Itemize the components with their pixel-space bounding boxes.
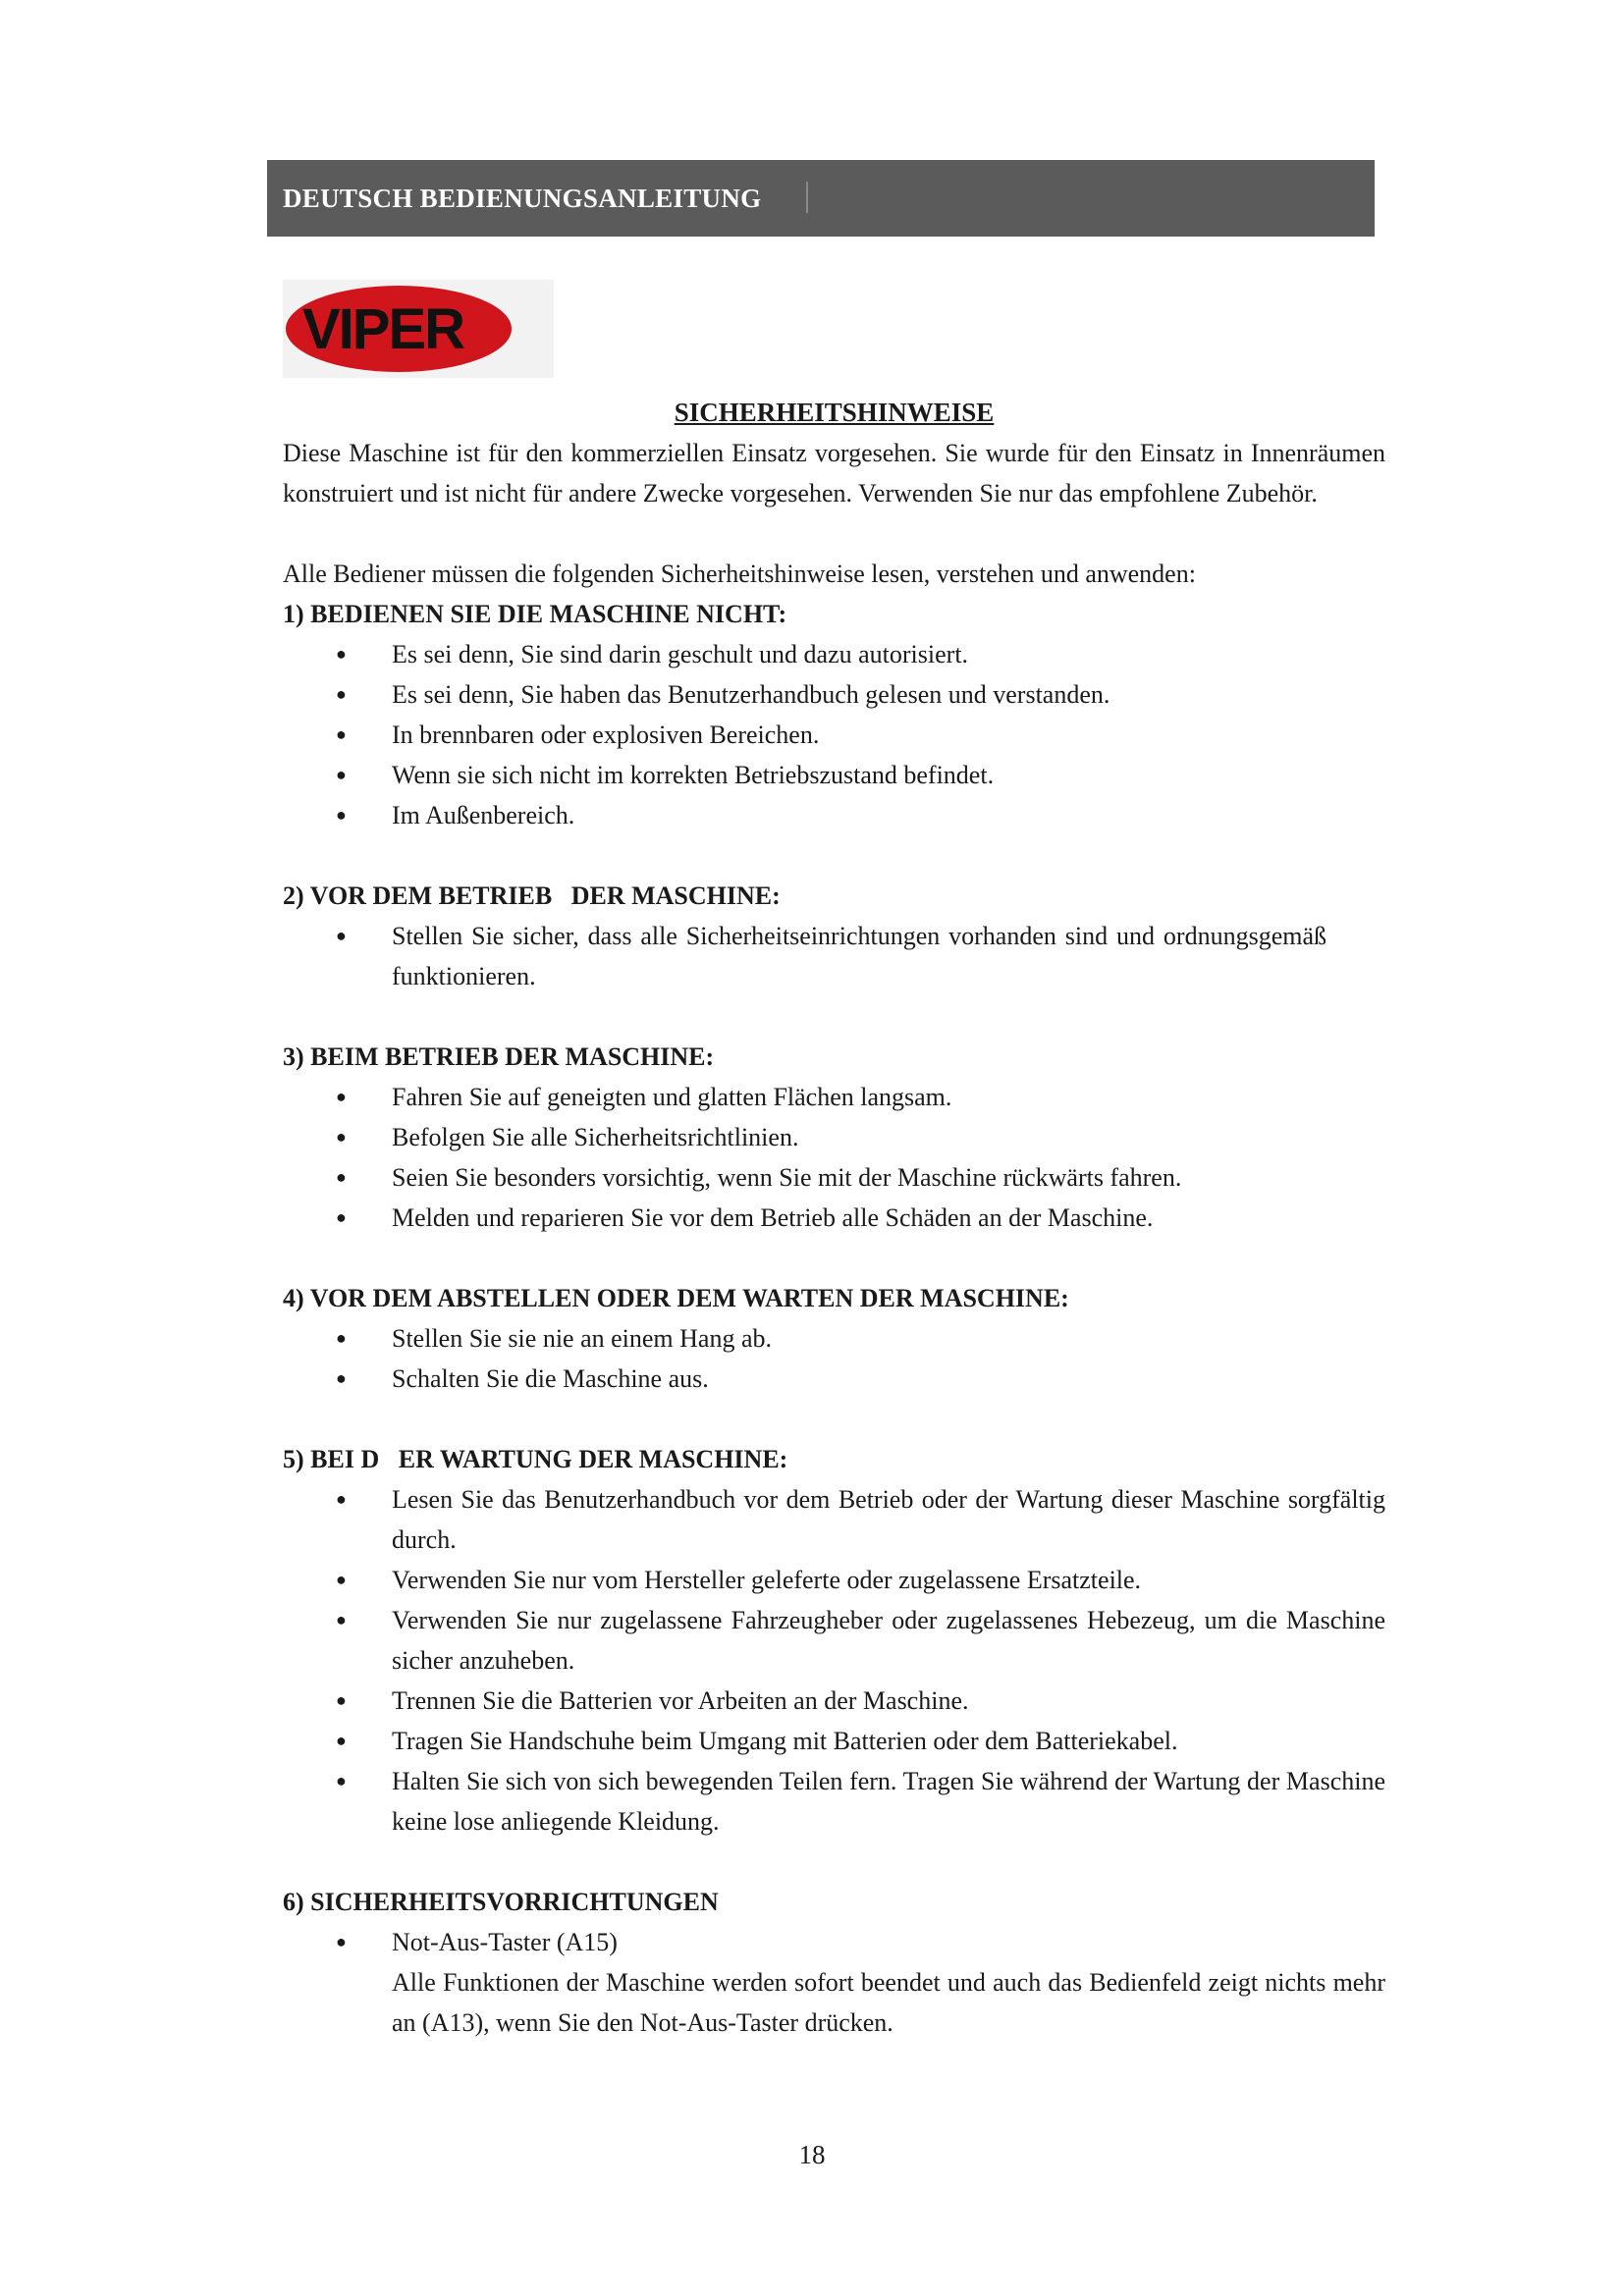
section-heading: 4) VOR DEM ABSTELLEN ODER DEM WARTEN DER MASCHINE: <box>283 1284 1069 1312</box>
bullet-list <box>283 1077 1385 1238</box>
section-heading: 1) BEDIENEN SIE DIE MASCHINE NICHT: <box>283 600 787 628</box>
bullet-list <box>283 634 1385 835</box>
list-item-label: Not-Aus-Taster (A15) <box>392 1928 618 1956</box>
list-item-description: Alle Funktionen der Maschine werden sofort beendet und auch das Bedienfeld zeigt nichts mehr an (A13), wenn Sie den Not-Aus-Taster drücken. <box>392 1968 1385 2037</box>
section-heading: 6) SICHERHEITSVORRICHTUNGEN <box>283 1888 719 1916</box>
list-item: ● Wenn sie sich nicht im korrekten Betriebszustand befindet. <box>283 755 1385 795</box>
viper-logo <box>283 280 554 378</box>
section-heading: 3) BEIM BETRIEB DER MASCHINE: <box>283 1042 715 1071</box>
list-item: ● Verwenden Sie nur zugelassene Fahrzeugheber oder zugelassenes Hebezeug, um die Maschine sicher anzuheben. <box>283 1600 1385 1681</box>
section-5 <box>283 1439 1385 1842</box>
page-number: 18 <box>798 2140 826 2169</box>
logo-text: VIPER <box>302 297 464 361</box>
bullet-list <box>283 1318 1385 1399</box>
list-item: ● Melden und reparieren Sie vor dem Betrieb alle Schäden an der Maschine. <box>283 1198 1385 1238</box>
list-item: ● Schalten Sie die Maschine aus. <box>283 1359 1385 1399</box>
document-body <box>283 393 1385 2043</box>
section-heading: 5) BEI D ER WARTUNG DER MASCHINE: <box>283 1445 788 1473</box>
header-title: DEUTSCH BEDIENUNGSANLEITUNG <box>283 184 762 213</box>
intro-paragraph: Diese Maschine ist für den kommerziellen Einsatz vorgesehen. Sie wurde für den Einsatz in Innenräumen konstruiert und ist nicht für andere Zwecke vorgesehen. Verwenden Sie nur das empfohlene Zubehör. <box>283 439 1385 507</box>
list-item: ● Lesen Sie das Benutzerhandbuch vor dem Betrieb oder der Wartung dieser Maschine sorgfältig durch. <box>283 1479 1385 1560</box>
list-item: ● Tragen Sie Handschuhe beim Umgang mit Batterien oder dem Batteriekabel. <box>283 1721 1385 1761</box>
list-item: ● Stellen Sie sicher, dass alle Sicherheitseinrichtungen vorhanden sind und ordnungsgemäß funktionieren. <box>283 916 1385 996</box>
bullet-list <box>283 916 1385 996</box>
list-item: ● Es sei denn, Sie haben das Benutzerhandbuch gelesen und verstanden. <box>283 674 1385 715</box>
header-separator <box>806 182 808 213</box>
list-item: ● Verwenden Sie nur vom Hersteller geleferte oder zugelassene Ersatzteile. <box>283 1560 1385 1600</box>
section-3 <box>283 1037 1385 1238</box>
list-item: ● Stellen Sie sie nie an einem Hang ab. <box>283 1318 1385 1359</box>
list-item: ● Seien Sie besonders vorsichtig, wenn Sie mit der Maschine rückwärts fahren. <box>283 1157 1385 1198</box>
section-2 <box>283 876 1385 996</box>
bullet-list <box>283 1922 1385 2043</box>
list-item: ● Im Außenbereich. <box>283 795 1385 835</box>
section-6 <box>283 1882 1385 2043</box>
list-item: ● Es sei denn, Sie sind darin geschult und dazu autorisiert. <box>283 634 1385 674</box>
header-bar <box>267 160 1375 237</box>
bullet-list <box>283 1479 1385 1842</box>
list-item: ● In brennbaren oder explosiven Bereichen. <box>283 715 1385 755</box>
section-1 <box>283 594 1385 835</box>
document-title: SICHERHEITSHINWEISE <box>674 398 995 427</box>
section-heading: 2) VOR DEM BETRIEB DER MASCHINE: <box>283 881 781 910</box>
list-item: ● Halten Sie sich von sich bewegenden Teilen fern. Tragen Sie während der Wartung der Maschine keine lose anliegende Kleidung. <box>283 1761 1385 1842</box>
section-4 <box>283 1278 1385 1399</box>
list-item: ● Fahren Sie auf geneigten und glatten Flächen langsam. <box>283 1077 1385 1117</box>
list-item: ● Trennen Sie die Batterien vor Arbeiten an der Maschine. <box>283 1681 1385 1721</box>
lead-paragraph: Alle Bediener müssen die folgenden Sicherheitshinweise lesen, verstehen und anwenden: <box>283 560 1196 588</box>
list-item <box>283 1922 1385 2043</box>
list-item: ● Befolgen Sie alle Sicherheitsrichtlinien. <box>283 1117 1385 1157</box>
